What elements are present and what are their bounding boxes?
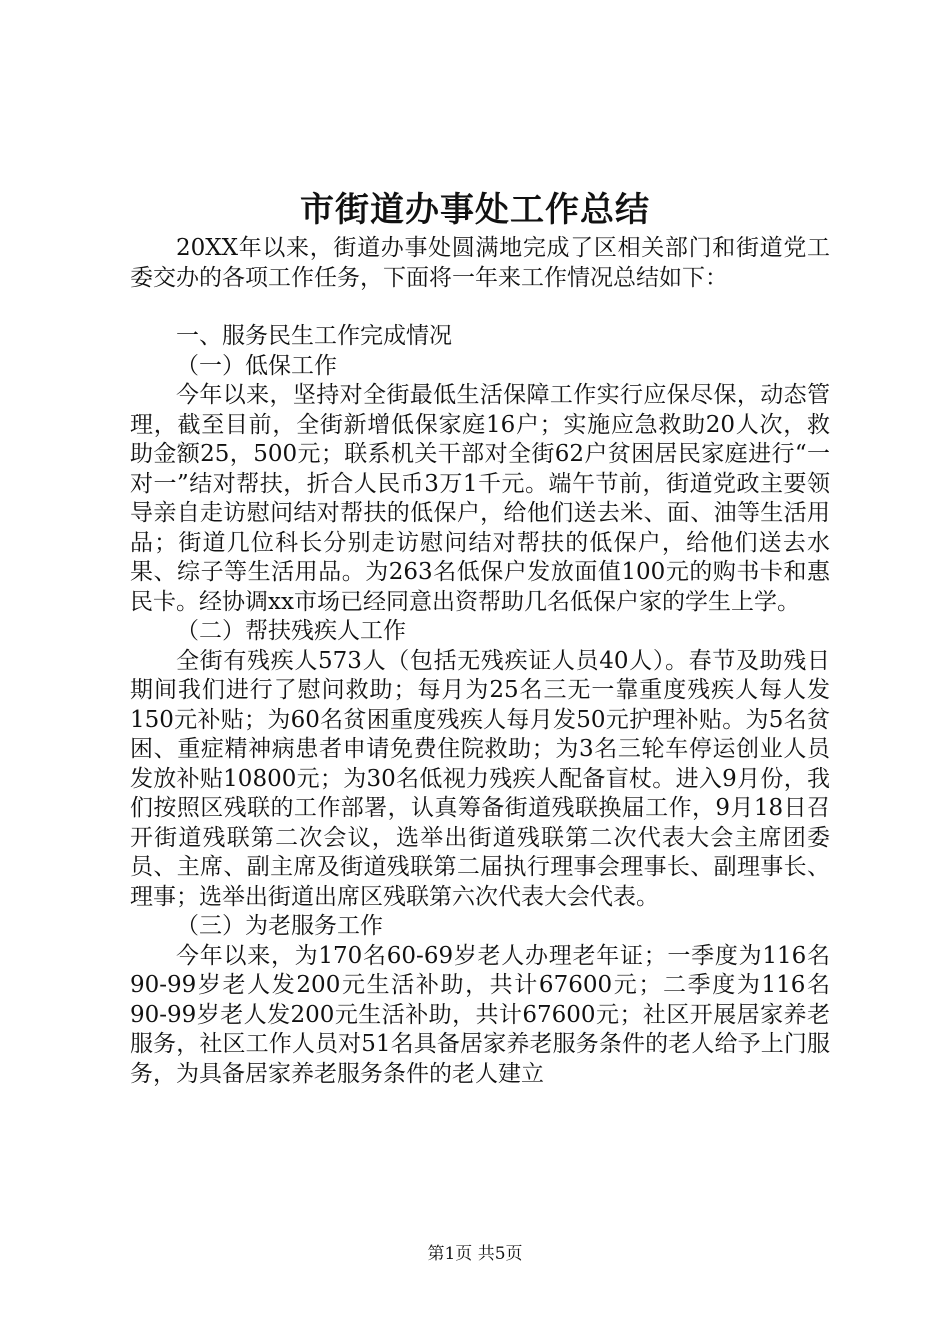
subsection-heading-3: （三）为老服务工作 [176,913,383,939]
paragraph-disabled: 全街有残疾人573人（包括无残疾证人员40人）。春节及助残日期间我们进行了慰问救助；每月为25名三无一靠重度残疾人每人发150元补贴；为60名贫困重度残疾人每月发50元护理补贴。为5名贫困、重症精神病患者申请免费住院救助；为3名三轮车停运创业人员发放补贴10800元；为30名低视力残疾人配备盲杖。进入9月份，我们按照区残联的工作部署，认真筹备街道残联换届工作，9月18日召开街道残联第二次会议，选举出街道残联第二次代表大会主席团委员、主席、副主席及街道残联第二届执行理事会理事长、副理事长、理事；选举出街道出席区残联第六次代表大会代表。 [130,647,830,910]
subsection-heading-1: （一）低保工作 [176,352,337,379]
document-title: 市街道办事处工作总结 [300,190,650,230]
section-heading-1: 一、服务民生工作完成情况 [176,323,452,349]
document-body [130,234,830,1089]
intro-paragraph: 20XX年以来，街道办事处圆满地完成了区相关部门和街道党工委交办的各项工作任务，下面将一年来工作情况总结如下： [130,235,830,291]
subsection-heading-2: （二）帮扶残疾人工作 [176,618,406,644]
page-footer: 第1页 共5页 [427,1244,523,1264]
paragraph-elderly: 今年以来，为170名60-69岁老人办理老年证；一季度为116名90-99岁老人发200元生活补助，共计67600元；二季度为116名90-99岁老人发200元生活补助，共计67600元；社区开展居家养老服务，社区工作人员对51名具备居家养老服务条件的老人给予上门服务，为具备居家养老服务条件的老人建立 [130,942,830,1087]
paragraph-low-income: 今年以来，坚持对全街最低生活保障工作实行应保尽保，动态管理，截至目前，全街新增低保家庭16户；实施应急救助20人次，救助金额25，500元；联系机关干部对全街62户贫困居民家庭进行“一对一”结对帮扶，折合人民币3万1千元。端午节前，街道党政主要领导亲自走访慰问结对帮扶的低保户，给他们送去米、面、油等生活用品；街道几位科长分别走访慰问结对帮扶的低保户，给他们送去水果、综子等生活用品。为263名低保户发放面值100元的购书卡和惠民卡。经协调xx市场已经同意出资帮助几名低保户家的学生上学。 [130,382,830,615]
